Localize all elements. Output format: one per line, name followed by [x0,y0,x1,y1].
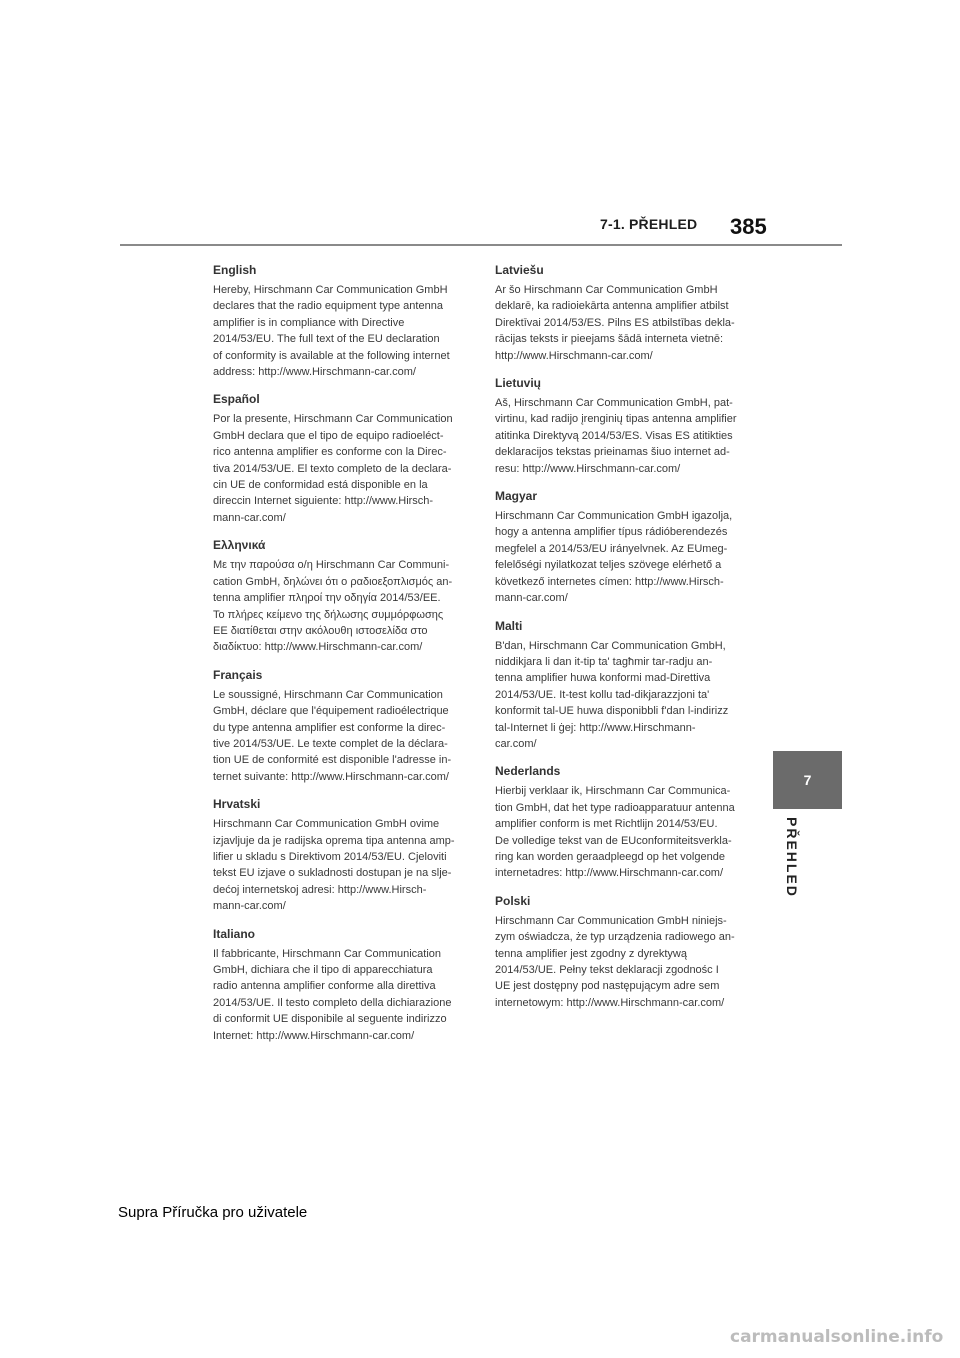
section-greek [213,537,465,655]
section-heading: Italiano [213,926,256,941]
section-english [213,262,465,380]
section-heading: English [213,263,257,277]
section-espanol [213,391,465,526]
section-nederlands [495,763,747,881]
section-heading: Magyar [495,489,538,504]
section-heading: Hrvatski [213,797,261,812]
left-column [213,262,465,1055]
page-number: 385 [730,214,767,239]
section-text: Aš, Hirschmann Car Communication GmbH, pat- virtinu, kad radijo įrenginių tipas antenna amplifier atitinka Direktyvą 2014/53/ES. Visas ES atitikties deklaracijos tekstas prieinamas šiuo internet ad- resu: http://www.Hirschmann-car.com/ [495,397,737,475]
footer-title: Supra Příručka pro uživatele [118,1204,308,1221]
right-column [495,262,747,1022]
section-heading: Français [213,667,263,682]
section-latviesu [495,262,747,364]
section-hrvatski [213,796,465,914]
section-heading: Lietuvių [495,376,542,391]
section-magyar [495,488,747,606]
watermark-logo: carmanualsonline.info [730,1327,944,1347]
section-text: Le soussigné, Hirschmann Car Communication GmbH, déclare que l'équipement radioélectrique du type antenna amplifier est conforme la direc- tive 2014/53/UE. Le texte complet de la déclara- tion UE de conformité est disponible l'adresse in- ternet suivante: http://www.Hirschmann-car.com/ [213,688,452,783]
section-heading: Latviešu [495,263,544,277]
section-text: Με την παρούσα ο/η Hirschmann Car Communi- cation GmbH, δηλώνει ότι ο ραδιοεξοπλισμός an- tenna amplifier πληροί την οδηγία 2014/53/ΕΕ. Το πλήρες κείμενο της δήλωσης συμμόρφωσης ΕΕ διατίθεται στην ακόλουθη ιστοσελίδα στο διαδίκτυο: http://www.Hirschmann-car.com/ [213,559,453,654]
section-text: Ar šo Hirschmann Car Communication GmbH deklarē, ka radioiekārta antenna amplifier atbilst Direktīvai 2014/53/ES. Pilns ES atbilstības dekla- rācijas teksts ir pieejams šādā interneta vietnē: http://www.Hirschmann-car.com/ [495,284,735,362]
section-italiano [213,926,465,1044]
section-text: Hirschmann Car Communication GmbH niniejs- zym oświadcza, że typ urządzenia radiowego an- tenna amplifier jest zgodny z dyrektywą 2014/53/UE. Pełny tekst deklaracji zgodnośc I UE jest dostępny pod następującym adre sem internetowym: http://www.Hirschmann-car.com/ [495,914,735,1009]
section-lietuviu [495,375,747,477]
section-text: Por la presente, Hirschmann Car Communication GmbH declara que el tipo de equipo radioeléct- rico antenna amplifier es conforme con la Direc- tiva 2014/53/UE. El texto completo de la declara- cin UE de conformidad está disponible en la direccin Internet siguiente: http://www.Hirsch- mann-car.com/ [213,413,453,524]
section-malti [495,618,747,753]
section-text: Il fabbricante, Hirschmann Car Communication GmbH, dichiara che il tipo di apparecchiatura radio antenna amplifier conforme alla direttiva 2014/53/UE. Il testo completo della dichiarazione di conformit UE disponibile al seguente indirizzo Internet: http://www.Hirschmann-car.com/ [213,947,452,1042]
section-polski [495,893,747,1011]
section-title: 7-1. PŘEHLED [600,216,698,232]
section-text: Hereby, Hirschmann Car Communication GmbH declares that the radio equipment type antenna amplifier is in compliance with Directive 2014/53/EU. The full text of the EU declaration of conformity is available at the following internet address: http://www.Hirschmann-car.com/ [213,284,450,379]
section-heading: Polski [495,893,531,908]
section-text: B'dan, Hirschmann Car Communication GmbH, niddikjara li dan it-tip ta' tagħmir tar-radju an- tenna amplifier huwa konformi mad-Direttiva 2014/53/UE. It-test kollu tad-dikjarazzjoni ta' konformit tal-UE huwa disponibbli f'dan l-indirizz tal-Internet li ġej: http://www.Hirschmann- car.com/ [495,639,729,750]
section-heading: Nederlands [495,764,561,779]
chapter-number: 7 [803,772,812,788]
header-divider [120,244,842,246]
section-heading: Español [213,392,260,407]
section-heading: Malti [495,618,523,633]
section-text: Hirschmann Car Communication GmbH ovime izjavljuje da je radijska oprema tipa antenna amp- lifier u skladu s Direktivom 2014/53/EU. Cjeloviti tekst EU izjave o sukladnosti dostupan je na slje- dećoj internetskoj adresi: http://www.Hirsch- mann-car.com/ [213,818,455,913]
chapter-tab [773,751,842,809]
section-text: Hierbij verklaar ik, Hirschmann Car Communica- tion GmbH, dat het type radioapparatuur antenna amplifier conform is met Richtlijn 2014/53/EU. De volledige tekst van de EUconformiteitsverkla- ring kan worden geraadpleegd op het volgende internetadres: http://www.Hirschmann-car.com/ [495,785,735,880]
section-heading: Ελληνικά [213,538,266,553]
section-francais [213,667,465,785]
section-text: Hirschmann Car Communication GmbH igazolja, hogy a antenna amplifier típus rádióberendezés megfelel a 2014/53/EU irányelvnek. Az EUmeg- felelőségi nyilatkozat teljes szövege elérhető a következő internetes címen: http://www.Hirsch- mann-car.com/ [495,510,733,605]
chapter-side-label: PŘEHLED [784,817,800,898]
